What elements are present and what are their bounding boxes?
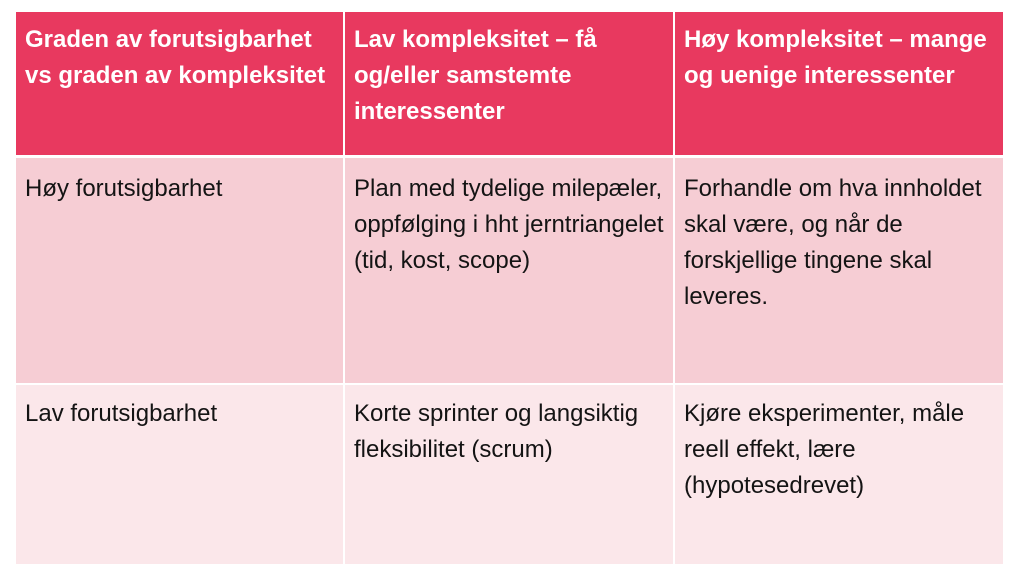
header-label: Graden av forutsigbarhet vs graden av kompleksitet — [25, 26, 326, 89]
table-cell — [674, 156, 1004, 384]
table-cell — [674, 384, 1004, 564]
complexity-predictability-table — [14, 12, 1005, 564]
cell-text: Forhandle om hva innholdet skal være, og når de forskjellige tingene skal leveres. — [684, 174, 982, 310]
cell-text: Korte sprinter og langsiktig fleksibilitet (scrum) — [354, 400, 639, 463]
table-header-row — [15, 12, 1004, 156]
header-cell-high-complexity — [674, 12, 1004, 156]
header-label: Lav kompleksitet – få og/eller samstemte interessenter — [354, 26, 597, 125]
header-cell-dimensions — [15, 12, 344, 156]
row-label-cell — [15, 156, 344, 384]
table-cell — [344, 156, 674, 384]
row-label: Høy forutsigbarhet — [25, 174, 223, 202]
row-label-cell — [15, 384, 344, 564]
table-row-low-predictability — [15, 384, 1004, 564]
header-cell-low-complexity — [344, 12, 674, 156]
header-label: Høy kompleksitet – mange og uenige interessenter — [684, 26, 987, 89]
table-row-high-predictability — [15, 156, 1004, 384]
row-label: Lav forutsigbarhet — [25, 400, 218, 427]
cell-text: Kjøre eksperimenter, måle reell effekt, lære (hypotesedrevet) — [684, 400, 965, 499]
cell-text: Plan med tydelige milepæler, oppfølging i hht jerntriangelet (tid, kost, scope) — [354, 174, 664, 274]
table-cell — [344, 384, 674, 564]
